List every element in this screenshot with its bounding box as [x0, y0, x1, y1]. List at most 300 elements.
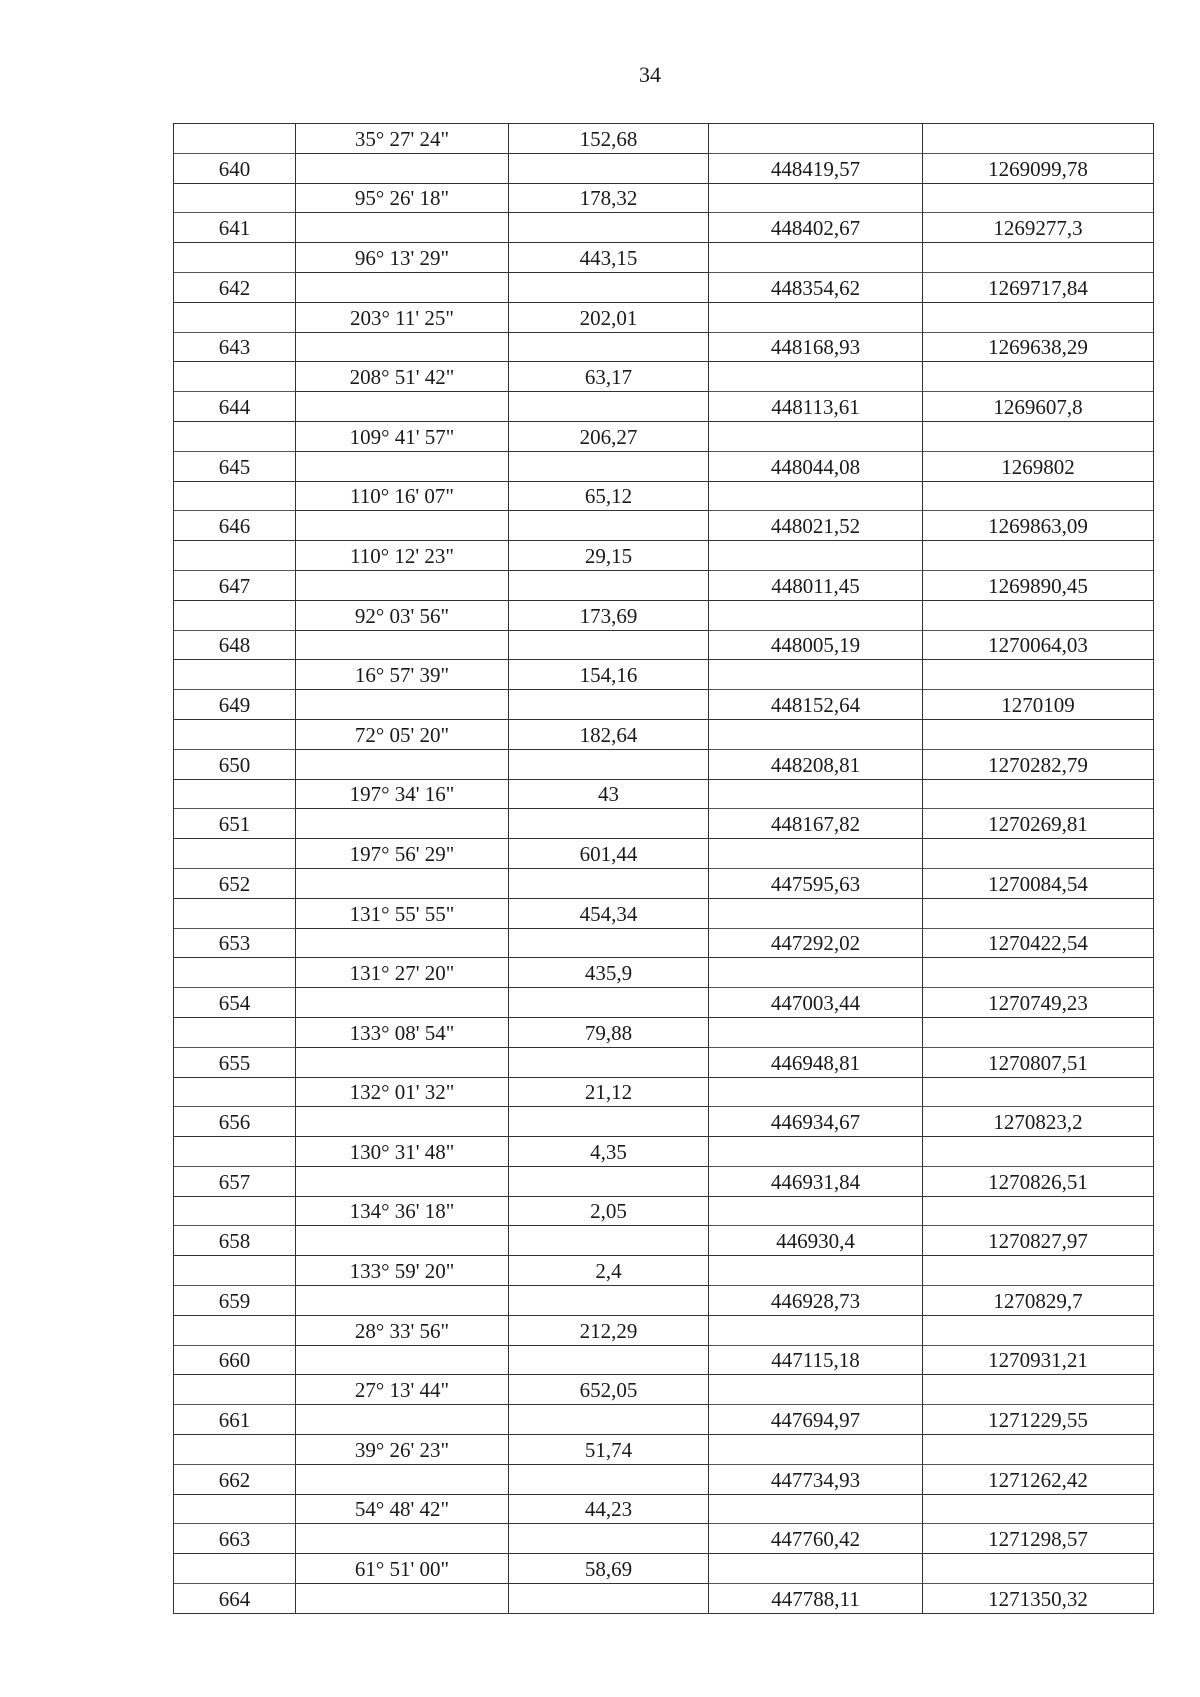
y-coordinate-cell: [923, 243, 1154, 273]
segment-row: [174, 481, 1154, 511]
segment-row: [174, 660, 1154, 690]
x-coordinate-cell: 446934,67: [709, 1107, 923, 1137]
segment-row: [174, 541, 1154, 571]
point-row: [174, 988, 1154, 1018]
segment-row: [174, 1494, 1154, 1524]
x-coordinate-cell: 447003,44: [709, 988, 923, 1018]
azimuth-cell: 28° 33' 56": [296, 1315, 509, 1345]
y-coordinate-cell: 1270749,23: [923, 988, 1154, 1018]
distance-cell: [509, 1107, 709, 1137]
point-number-cell: [174, 898, 296, 928]
distance-cell: [509, 153, 709, 183]
point-row: [174, 570, 1154, 600]
distance-cell: 63,17: [509, 362, 709, 392]
distance-cell: [509, 213, 709, 243]
distance-cell: 29,15: [509, 541, 709, 571]
segment-row: [174, 1375, 1154, 1405]
point-number-cell: [174, 719, 296, 749]
distance-cell: 51,74: [509, 1435, 709, 1465]
point-number-cell: 645: [174, 451, 296, 481]
point-number-cell: [174, 183, 296, 213]
point-number-cell: [174, 1375, 296, 1405]
point-row: [174, 809, 1154, 839]
point-number-cell: [174, 779, 296, 809]
distance-cell: 454,34: [509, 898, 709, 928]
segment-row: [174, 898, 1154, 928]
azimuth-cell: [296, 1047, 509, 1077]
x-coordinate-cell: 448005,19: [709, 630, 923, 660]
coordinates-table: [173, 123, 1154, 1614]
x-coordinate-cell: 448168,93: [709, 332, 923, 362]
point-row: [174, 1166, 1154, 1196]
point-row: [174, 1464, 1154, 1494]
segment-row: [174, 1196, 1154, 1226]
distance-cell: 79,88: [509, 1017, 709, 1047]
x-coordinate-cell: 447292,02: [709, 928, 923, 958]
point-number-cell: [174, 243, 296, 273]
x-coordinate-cell: [709, 958, 923, 988]
x-coordinate-cell: 446928,73: [709, 1286, 923, 1316]
point-number-cell: 646: [174, 511, 296, 541]
segment-row: [174, 243, 1154, 273]
x-coordinate-cell: 448419,57: [709, 153, 923, 183]
distance-cell: 206,27: [509, 421, 709, 451]
azimuth-cell: [296, 630, 509, 660]
x-coordinate-cell: 446931,84: [709, 1166, 923, 1196]
azimuth-cell: [296, 1405, 509, 1435]
x-coordinate-cell: [709, 1375, 923, 1405]
y-coordinate-cell: [923, 1375, 1154, 1405]
distance-cell: 2,4: [509, 1256, 709, 1286]
y-coordinate-cell: 1270829,7: [923, 1286, 1154, 1316]
segment-row: [174, 1077, 1154, 1107]
segment-row: [174, 958, 1154, 988]
point-row: [174, 1047, 1154, 1077]
x-coordinate-cell: 448402,67: [709, 213, 923, 243]
y-coordinate-cell: 1271298,57: [923, 1524, 1154, 1554]
segment-row: [174, 302, 1154, 332]
x-coordinate-cell: [709, 183, 923, 213]
point-row: [174, 1286, 1154, 1316]
distance-cell: [509, 1405, 709, 1435]
x-coordinate-cell: [709, 839, 923, 869]
point-number-cell: [174, 1554, 296, 1584]
y-coordinate-cell: [923, 660, 1154, 690]
point-number-cell: [174, 481, 296, 511]
azimuth-cell: [296, 988, 509, 1018]
point-row: [174, 1524, 1154, 1554]
azimuth-cell: 96° 13' 29": [296, 243, 509, 273]
point-number-cell: [174, 541, 296, 571]
point-number-cell: 664: [174, 1584, 296, 1614]
point-number-cell: 659: [174, 1286, 296, 1316]
point-number-cell: 655: [174, 1047, 296, 1077]
segment-row: [174, 124, 1154, 154]
y-coordinate-cell: 1269638,29: [923, 332, 1154, 362]
point-number-cell: 649: [174, 690, 296, 720]
point-number-cell: [174, 1435, 296, 1465]
distance-cell: 4,35: [509, 1137, 709, 1167]
y-coordinate-cell: [923, 600, 1154, 630]
point-row: [174, 690, 1154, 720]
point-row: [174, 1405, 1154, 1435]
y-coordinate-cell: 1270269,81: [923, 809, 1154, 839]
y-coordinate-cell: 1269890,45: [923, 570, 1154, 600]
y-coordinate-cell: [923, 719, 1154, 749]
distance-cell: [509, 570, 709, 600]
distance-cell: 21,12: [509, 1077, 709, 1107]
azimuth-cell: [296, 749, 509, 779]
point-number-cell: 656: [174, 1107, 296, 1137]
point-number-cell: 652: [174, 868, 296, 898]
y-coordinate-cell: [923, 362, 1154, 392]
x-coordinate-cell: 447694,97: [709, 1405, 923, 1435]
point-row: [174, 1584, 1154, 1614]
point-number-cell: 653: [174, 928, 296, 958]
x-coordinate-cell: [709, 1494, 923, 1524]
x-coordinate-cell: [709, 302, 923, 332]
point-row: [174, 868, 1154, 898]
point-row: [174, 153, 1154, 183]
distance-cell: 652,05: [509, 1375, 709, 1405]
distance-cell: [509, 749, 709, 779]
azimuth-cell: 110° 12' 23": [296, 541, 509, 571]
point-number-cell: [174, 660, 296, 690]
y-coordinate-cell: [923, 1315, 1154, 1345]
point-row: [174, 1226, 1154, 1256]
y-coordinate-cell: [923, 1017, 1154, 1047]
point-number-cell: [174, 362, 296, 392]
segment-row: [174, 719, 1154, 749]
azimuth-cell: 134° 36' 18": [296, 1196, 509, 1226]
x-coordinate-cell: [709, 243, 923, 273]
y-coordinate-cell: [923, 958, 1154, 988]
point-number-cell: [174, 600, 296, 630]
distance-cell: [509, 392, 709, 422]
x-coordinate-cell: [709, 481, 923, 511]
x-coordinate-cell: 448011,45: [709, 570, 923, 600]
x-coordinate-cell: [709, 362, 923, 392]
y-coordinate-cell: 1270827,97: [923, 1226, 1154, 1256]
azimuth-cell: [296, 1166, 509, 1196]
azimuth-cell: 61° 51' 00": [296, 1554, 509, 1584]
azimuth-cell: [296, 511, 509, 541]
y-coordinate-cell: [923, 839, 1154, 869]
azimuth-cell: 109° 41' 57": [296, 421, 509, 451]
y-coordinate-cell: [923, 779, 1154, 809]
point-number-cell: 662: [174, 1464, 296, 1494]
y-coordinate-cell: 1270282,79: [923, 749, 1154, 779]
x-coordinate-cell: 447734,93: [709, 1464, 923, 1494]
azimuth-cell: [296, 1584, 509, 1614]
point-number-cell: 647: [174, 570, 296, 600]
point-row: [174, 630, 1154, 660]
distance-cell: [509, 1226, 709, 1256]
segment-row: [174, 1017, 1154, 1047]
distance-cell: 2,05: [509, 1196, 709, 1226]
y-coordinate-cell: [923, 1554, 1154, 1584]
x-coordinate-cell: [709, 1017, 923, 1047]
point-number-cell: [174, 839, 296, 869]
distance-cell: [509, 1584, 709, 1614]
y-coordinate-cell: [923, 421, 1154, 451]
distance-cell: 601,44: [509, 839, 709, 869]
azimuth-cell: 35° 27' 24": [296, 124, 509, 154]
distance-cell: [509, 272, 709, 302]
azimuth-cell: [296, 809, 509, 839]
distance-cell: [509, 511, 709, 541]
y-coordinate-cell: [923, 481, 1154, 511]
azimuth-cell: 131° 27' 20": [296, 958, 509, 988]
azimuth-cell: 130° 31' 48": [296, 1137, 509, 1167]
y-coordinate-cell: 1269607,8: [923, 392, 1154, 422]
segment-row: [174, 183, 1154, 213]
x-coordinate-cell: [709, 719, 923, 749]
x-coordinate-cell: [709, 1315, 923, 1345]
azimuth-cell: [296, 1345, 509, 1375]
point-row: [174, 1107, 1154, 1137]
point-row: [174, 451, 1154, 481]
distance-cell: 152,68: [509, 124, 709, 154]
y-coordinate-cell: [923, 541, 1154, 571]
x-coordinate-cell: [709, 779, 923, 809]
segment-row: [174, 1435, 1154, 1465]
distance-cell: 58,69: [509, 1554, 709, 1584]
point-number-cell: 661: [174, 1405, 296, 1435]
point-number-cell: [174, 302, 296, 332]
point-number-cell: [174, 1137, 296, 1167]
distance-cell: [509, 1286, 709, 1316]
segment-row: [174, 839, 1154, 869]
segment-row: [174, 421, 1154, 451]
distance-cell: 202,01: [509, 302, 709, 332]
y-coordinate-cell: [923, 1077, 1154, 1107]
segment-row: [174, 1256, 1154, 1286]
segment-row: [174, 600, 1154, 630]
azimuth-cell: [296, 1464, 509, 1494]
y-coordinate-cell: [923, 1137, 1154, 1167]
point-number-cell: 640: [174, 153, 296, 183]
y-coordinate-cell: [923, 1494, 1154, 1524]
segment-row: [174, 779, 1154, 809]
x-coordinate-cell: [709, 1137, 923, 1167]
point-number-cell: 657: [174, 1166, 296, 1196]
x-coordinate-cell: 448167,82: [709, 809, 923, 839]
distance-cell: 154,16: [509, 660, 709, 690]
azimuth-cell: 16° 57' 39": [296, 660, 509, 690]
x-coordinate-cell: 446930,4: [709, 1226, 923, 1256]
x-coordinate-cell: 447115,18: [709, 1345, 923, 1375]
x-coordinate-cell: 448021,52: [709, 511, 923, 541]
azimuth-cell: 133° 08' 54": [296, 1017, 509, 1047]
point-row: [174, 332, 1154, 362]
distance-cell: [509, 1464, 709, 1494]
azimuth-cell: 132° 01' 32": [296, 1077, 509, 1107]
distance-cell: [509, 1166, 709, 1196]
y-coordinate-cell: 1270422,54: [923, 928, 1154, 958]
distance-cell: [509, 332, 709, 362]
y-coordinate-cell: [923, 124, 1154, 154]
azimuth-cell: 133° 59' 20": [296, 1256, 509, 1286]
y-coordinate-cell: 1270109: [923, 690, 1154, 720]
segment-row: [174, 362, 1154, 392]
y-coordinate-cell: 1270823,2: [923, 1107, 1154, 1137]
azimuth-cell: 54° 48' 42": [296, 1494, 509, 1524]
x-coordinate-cell: 448113,61: [709, 392, 923, 422]
azimuth-cell: [296, 332, 509, 362]
point-number-cell: [174, 1077, 296, 1107]
point-number-cell: 643: [174, 332, 296, 362]
x-coordinate-cell: [709, 421, 923, 451]
y-coordinate-cell: [923, 302, 1154, 332]
x-coordinate-cell: [709, 1256, 923, 1286]
point-number-cell: [174, 1494, 296, 1524]
segment-row: [174, 1137, 1154, 1167]
segment-row: [174, 1315, 1154, 1345]
distance-cell: [509, 868, 709, 898]
azimuth-cell: [296, 570, 509, 600]
point-number-cell: 648: [174, 630, 296, 660]
y-coordinate-cell: 1270064,03: [923, 630, 1154, 660]
point-row: [174, 749, 1154, 779]
x-coordinate-cell: 447760,42: [709, 1524, 923, 1554]
point-row: [174, 928, 1154, 958]
distance-cell: 435,9: [509, 958, 709, 988]
distance-cell: [509, 809, 709, 839]
azimuth-cell: 203° 11' 25": [296, 302, 509, 332]
distance-cell: [509, 1047, 709, 1077]
y-coordinate-cell: [923, 1435, 1154, 1465]
x-coordinate-cell: 448044,08: [709, 451, 923, 481]
distance-cell: 43: [509, 779, 709, 809]
azimuth-cell: 197° 56' 29": [296, 839, 509, 869]
point-number-cell: [174, 421, 296, 451]
x-coordinate-cell: 448354,62: [709, 272, 923, 302]
azimuth-cell: [296, 1286, 509, 1316]
x-coordinate-cell: [709, 1554, 923, 1584]
azimuth-cell: [296, 1107, 509, 1137]
x-coordinate-cell: [709, 898, 923, 928]
point-number-cell: 658: [174, 1226, 296, 1256]
x-coordinate-cell: [709, 1196, 923, 1226]
point-number-cell: 651: [174, 809, 296, 839]
point-number-cell: 660: [174, 1345, 296, 1375]
point-row: [174, 272, 1154, 302]
azimuth-cell: 72° 05' 20": [296, 719, 509, 749]
point-number-cell: 644: [174, 392, 296, 422]
x-coordinate-cell: 448152,64: [709, 690, 923, 720]
distance-cell: [509, 1345, 709, 1375]
point-number-cell: [174, 124, 296, 154]
point-row: [174, 1345, 1154, 1375]
azimuth-cell: [296, 451, 509, 481]
page-number: 34: [639, 62, 661, 87]
y-coordinate-cell: [923, 1256, 1154, 1286]
azimuth-cell: [296, 213, 509, 243]
azimuth-cell: [296, 153, 509, 183]
coordinates-table-body: [174, 124, 1154, 1614]
azimuth-cell: [296, 392, 509, 422]
azimuth-cell: [296, 272, 509, 302]
y-coordinate-cell: 1271229,55: [923, 1405, 1154, 1435]
x-coordinate-cell: [709, 1077, 923, 1107]
segment-row: [174, 1554, 1154, 1584]
y-coordinate-cell: 1270931,21: [923, 1345, 1154, 1375]
y-coordinate-cell: 1270807,51: [923, 1047, 1154, 1077]
azimuth-cell: 27° 13' 44": [296, 1375, 509, 1405]
distance-cell: 44,23: [509, 1494, 709, 1524]
distance-cell: [509, 690, 709, 720]
y-coordinate-cell: 1270826,51: [923, 1166, 1154, 1196]
y-coordinate-cell: [923, 1196, 1154, 1226]
azimuth-cell: [296, 928, 509, 958]
point-number-cell: [174, 1315, 296, 1345]
x-coordinate-cell: 448208,81: [709, 749, 923, 779]
distance-cell: 173,69: [509, 600, 709, 630]
distance-cell: [509, 988, 709, 1018]
distance-cell: 443,15: [509, 243, 709, 273]
point-number-cell: 642: [174, 272, 296, 302]
point-number-cell: [174, 1196, 296, 1226]
distance-cell: [509, 928, 709, 958]
x-coordinate-cell: [709, 541, 923, 571]
point-number-cell: 654: [174, 988, 296, 1018]
azimuth-cell: [296, 690, 509, 720]
x-coordinate-cell: [709, 1435, 923, 1465]
distance-cell: 178,32: [509, 183, 709, 213]
azimuth-cell: [296, 1524, 509, 1554]
distance-cell: [509, 451, 709, 481]
y-coordinate-cell: 1269099,78: [923, 153, 1154, 183]
x-coordinate-cell: 447788,11: [709, 1584, 923, 1614]
y-coordinate-cell: 1269277,3: [923, 213, 1154, 243]
point-row: [174, 213, 1154, 243]
y-coordinate-cell: 1271262,42: [923, 1464, 1154, 1494]
azimuth-cell: [296, 868, 509, 898]
distance-cell: 65,12: [509, 481, 709, 511]
azimuth-cell: 208° 51' 42": [296, 362, 509, 392]
azimuth-cell: 110° 16' 07": [296, 481, 509, 511]
x-coordinate-cell: 446948,81: [709, 1047, 923, 1077]
distance-cell: [509, 630, 709, 660]
point-number-cell: [174, 958, 296, 988]
y-coordinate-cell: 1270084,54: [923, 868, 1154, 898]
y-coordinate-cell: 1269717,84: [923, 272, 1154, 302]
point-row: [174, 392, 1154, 422]
azimuth-cell: 197° 34' 16": [296, 779, 509, 809]
y-coordinate-cell: [923, 898, 1154, 928]
point-number-cell: [174, 1017, 296, 1047]
y-coordinate-cell: 1269863,09: [923, 511, 1154, 541]
point-number-cell: 663: [174, 1524, 296, 1554]
point-number-cell: 650: [174, 749, 296, 779]
point-row: [174, 511, 1154, 541]
distance-cell: 182,64: [509, 719, 709, 749]
x-coordinate-cell: [709, 600, 923, 630]
y-coordinate-cell: 1269802: [923, 451, 1154, 481]
x-coordinate-cell: 447595,63: [709, 868, 923, 898]
x-coordinate-cell: [709, 124, 923, 154]
azimuth-cell: 95° 26' 18": [296, 183, 509, 213]
distance-cell: [509, 1524, 709, 1554]
distance-cell: 212,29: [509, 1315, 709, 1345]
y-coordinate-cell: 1271350,32: [923, 1584, 1154, 1614]
azimuth-cell: 39° 26' 23": [296, 1435, 509, 1465]
x-coordinate-cell: [709, 660, 923, 690]
azimuth-cell: 131° 55' 55": [296, 898, 509, 928]
y-coordinate-cell: [923, 183, 1154, 213]
azimuth-cell: 92° 03' 56": [296, 600, 509, 630]
